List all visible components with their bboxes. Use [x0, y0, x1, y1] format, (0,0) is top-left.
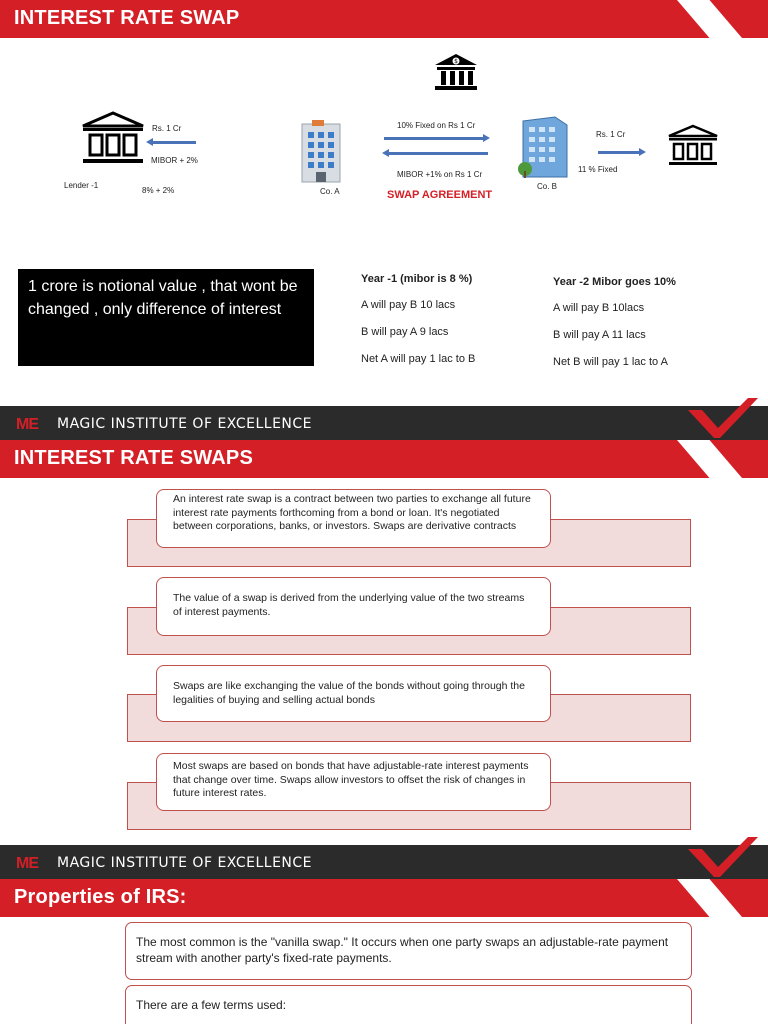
terms-used-box: There are a few terms used:: [125, 985, 692, 1024]
lender-bank-icon: [80, 111, 146, 167]
institute-name: MAGIC INSTITUTE OF EXCELLENCE: [57, 416, 313, 432]
eight-plus2-label: 8% + 2%: [142, 186, 175, 195]
slide2-title: INTEREST RATE SWAPS: [14, 447, 254, 469]
year2-line: B will pay A 11 lacs: [553, 329, 646, 341]
year1-line: A will pay B 10 lacs: [361, 299, 456, 311]
year1-line: B will pay A 9 lacs: [361, 326, 449, 338]
checkmark-icon: [688, 837, 758, 877]
mibor-plus1-label: MIBOR +1% on Rs 1 Cr: [397, 170, 483, 179]
swap-definition-card: An interest rate swap is a contract between two parties to exchange all future interest rate payments forthcoming from a bond or loan. It's negotiated between corporations, banks, or investors. Swaps are derivative contracts: [156, 489, 551, 548]
slide1-title: INTEREST RATE SWAP: [14, 7, 240, 29]
institute-logo: ME: [16, 855, 38, 872]
svg-text:$: $: [454, 58, 458, 65]
institute-logo: ME: [16, 416, 38, 433]
year2-line: A will pay B 10lacs: [553, 302, 645, 314]
co-a-label: Co. A: [320, 187, 340, 196]
slide2-title-bar: [0, 440, 768, 478]
year1-line: Net A will pay 1 lac to B: [361, 353, 476, 365]
swap-value-card: The value of a swap is derived from the underlying value of the two streams of interest payments.: [156, 577, 551, 636]
rs1cr-right-label: Rs. 1 Cr: [596, 130, 626, 139]
footer-band: [0, 845, 768, 881]
co-b-label: Co. B: [537, 182, 558, 191]
left-arrow-b-to-a: [388, 152, 488, 155]
year2-heading: Year -2 Mibor goes 10%: [553, 276, 676, 288]
central-bank-icon: [433, 52, 479, 92]
year2-line: Net B will pay 1 lac to A: [553, 356, 668, 368]
lender-label: Lender -1: [64, 181, 99, 190]
rs1cr-left-label: Rs. 1 Cr: [152, 124, 182, 133]
institute-name: MAGIC INSTITUTE OF EXCELLENCE: [57, 855, 313, 871]
left-arrow-to-lender: [152, 141, 196, 144]
fixed-top-label: 10% Fixed on Rs 1 Cr: [397, 121, 476, 130]
checkmark-icon: [688, 398, 758, 438]
year1-heading: Year -1 (mibor is 8 %): [361, 273, 473, 285]
swap-agreement-label: SWAP AGREEMENT: [387, 189, 493, 201]
right-arrow-to-bank: [598, 151, 640, 154]
right-bank-icon: [666, 124, 720, 168]
swap-adjustable-card: Most swaps are based on bonds that have adjustable-rate interest payments that change over time. Swaps allow investors to offset the risk of changes in future interest rates.: [156, 753, 551, 811]
footer-band: [0, 406, 768, 442]
slide1-title-bar: [0, 0, 768, 38]
slide3-title: Properties of IRS:: [14, 886, 187, 908]
company-a-building-icon: [300, 120, 342, 184]
notional-value-box: 1 crore is notional value , that wont be changed , only difference of interest: [18, 269, 314, 366]
company-b-building-icon: [515, 115, 573, 181]
right-arrow-a-to-b: [384, 137, 484, 140]
year1-column: [361, 273, 475, 380]
swap-exchange-card: Swaps are like exchanging the value of the bonds without going through the legalities of buying and selling actual bonds: [156, 665, 551, 722]
slide3-title-bar: [0, 879, 768, 917]
year2-column: [553, 276, 676, 383]
mibor-plus2-label: MIBOR + 2%: [151, 156, 198, 165]
vanilla-swap-box: The most common is the "vanilla swap." It occurs when one party swaps an adjustable-rate payment stream with another party's fixed-rate payments.: [125, 922, 692, 980]
eleven-fixed-label: 11 % Fixed: [578, 165, 618, 174]
